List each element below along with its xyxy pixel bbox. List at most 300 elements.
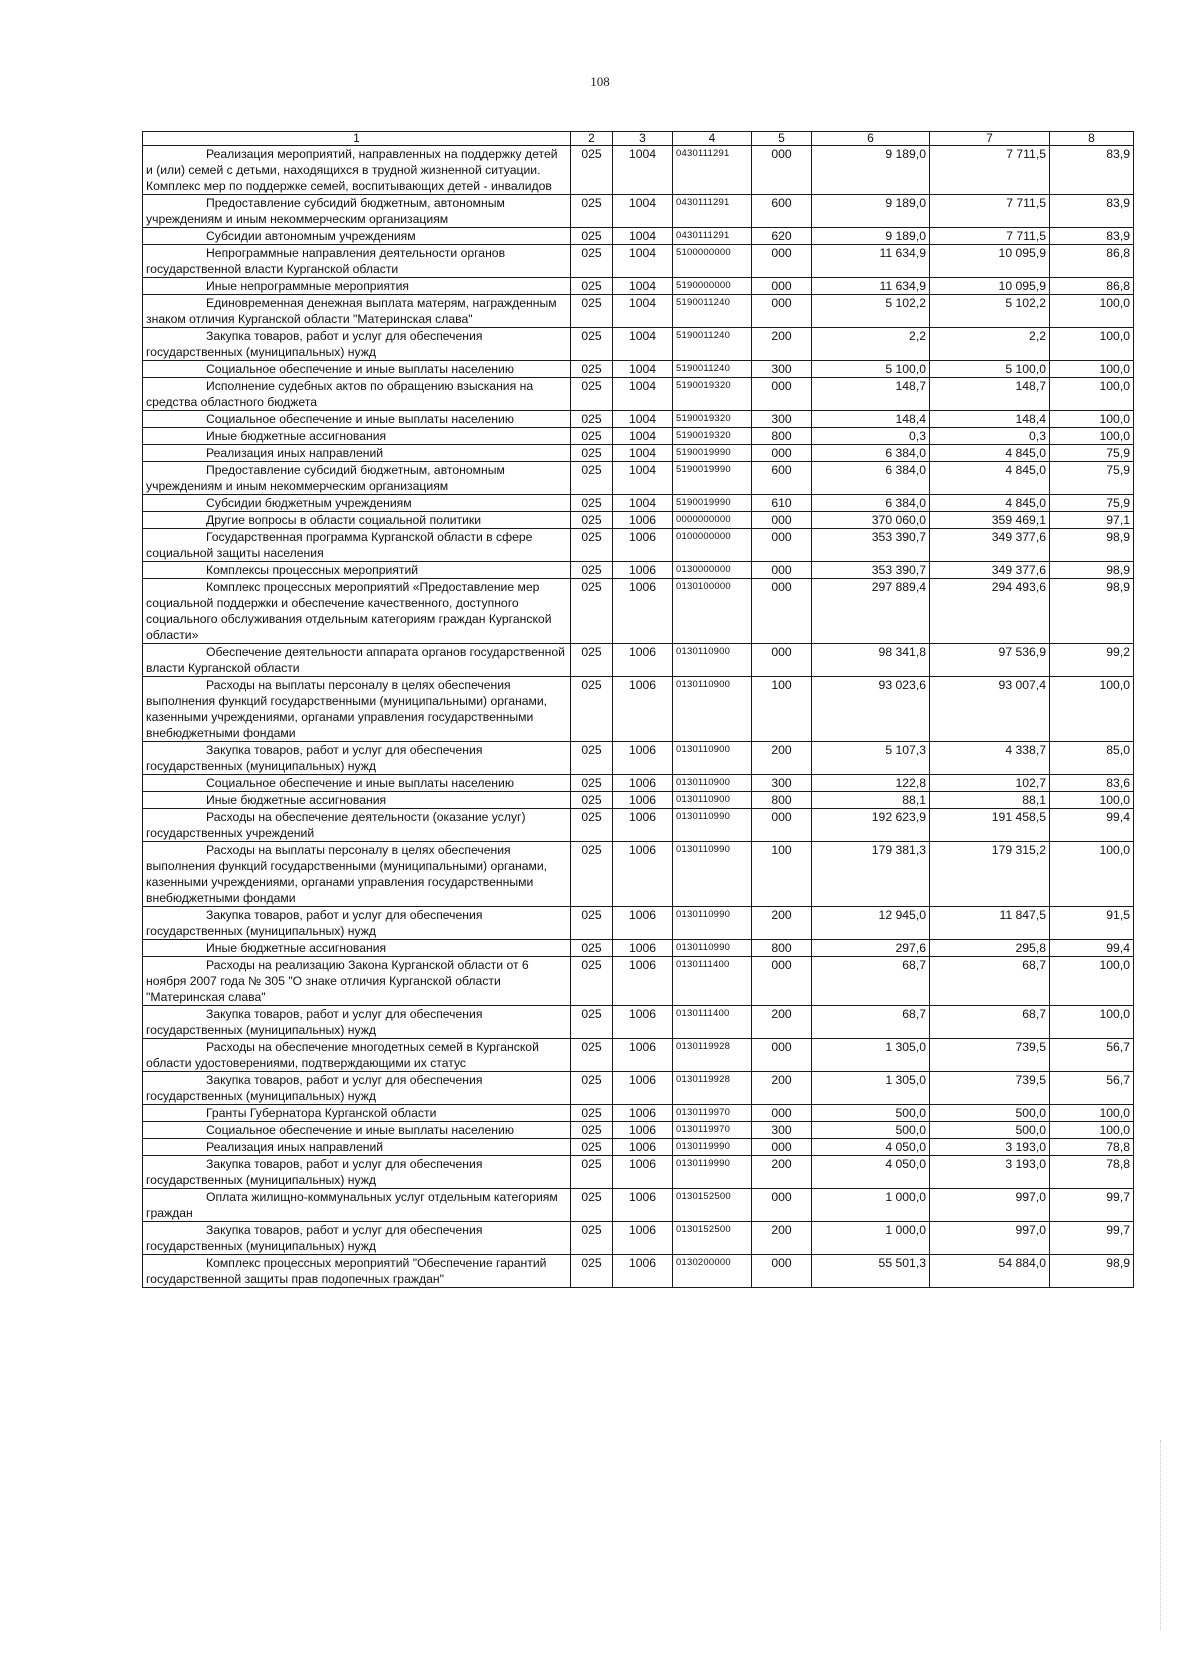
column-header: 3 (613, 132, 673, 146)
target-article-cell: 0130152500 (673, 1222, 752, 1255)
actual-amount-cell: 349 377,6 (930, 529, 1050, 562)
actual-amount-cell: 179 315,2 (930, 842, 1050, 907)
table-row (143, 529, 1134, 562)
expense-type-cell: 000 (752, 1255, 812, 1288)
target-article-cell: 0430111291 (673, 195, 752, 228)
admin-code-cell: 025 (571, 742, 613, 775)
expense-type-cell: 800 (752, 428, 812, 445)
actual-amount-cell: 191 458,5 (930, 809, 1050, 842)
percent-cell: 99,7 (1050, 1189, 1134, 1222)
target-article-cell: 0130119928 (673, 1072, 752, 1105)
row-name-cell: Иные бюджетные ассигнования (143, 428, 571, 445)
admin-code-cell: 025 (571, 411, 613, 428)
percent-cell: 56,7 (1050, 1072, 1134, 1105)
expense-type-cell: 300 (752, 775, 812, 792)
planned-amount-cell: 5 107,3 (812, 742, 930, 775)
planned-amount-cell: 68,7 (812, 1006, 930, 1039)
percent-cell: 98,9 (1050, 562, 1134, 579)
table-row (143, 562, 1134, 579)
table-row (143, 295, 1134, 328)
admin-code-cell: 025 (571, 1039, 613, 1072)
row-name-cell: Комплекс процессных мероприятий "Обеспечение гарантий государственной защиты прав подопечных граждан" (143, 1255, 571, 1288)
target-article-cell: 5190011240 (673, 328, 752, 361)
percent-cell: 86,8 (1050, 278, 1134, 295)
expense-type-cell: 600 (752, 462, 812, 495)
actual-amount-cell: 88,1 (930, 792, 1050, 809)
expense-type-cell: 800 (752, 792, 812, 809)
admin-code-cell: 025 (571, 361, 613, 378)
expense-type-cell: 000 (752, 378, 812, 411)
percent-cell: 98,9 (1050, 579, 1134, 644)
actual-amount-cell: 739,5 (930, 1039, 1050, 1072)
actual-amount-cell: 500,0 (930, 1105, 1050, 1122)
page-number: 108 (590, 74, 610, 89)
expense-type-cell: 200 (752, 1156, 812, 1189)
admin-code-cell: 025 (571, 1072, 613, 1105)
expense-type-cell: 000 (752, 644, 812, 677)
expense-type-cell: 000 (752, 1139, 812, 1156)
table-row (143, 809, 1134, 842)
section-code-cell: 1006 (613, 1122, 673, 1139)
table-row (143, 677, 1134, 742)
row-name-cell: Предоставление субсидий бюджетным, автономным учреждениям и иным некоммерческим организациям (143, 462, 571, 495)
target-article-cell: 5190000000 (673, 278, 752, 295)
row-name-cell: Расходы на обеспечение деятельности (оказание услуг) государственных учреждений (143, 809, 571, 842)
row-name-cell: Социальное обеспечение и иные выплаты населению (143, 1122, 571, 1139)
planned-amount-cell: 370 060,0 (812, 512, 930, 529)
row-name-cell: Закупка товаров, работ и услуг для обеспечения государственных (муниципальных) нужд (143, 907, 571, 940)
admin-code-cell: 025 (571, 1105, 613, 1122)
header-row (143, 132, 1134, 146)
expense-type-cell: 620 (752, 228, 812, 245)
percent-cell: 91,5 (1050, 907, 1134, 940)
admin-code-cell: 025 (571, 792, 613, 809)
row-name-cell: Расходы на выплаты персоналу в целях обеспечения выполнения функций государственными (муниципальными) органами, казенными учреждениями, органами управления государственными внебюджетными фондами (143, 842, 571, 907)
target-article-cell: 0130110990 (673, 842, 752, 907)
section-code-cell: 1006 (613, 1255, 673, 1288)
expense-type-cell: 100 (752, 842, 812, 907)
planned-amount-cell: 4 050,0 (812, 1156, 930, 1189)
table-row (143, 1156, 1134, 1189)
actual-amount-cell: 148,4 (930, 411, 1050, 428)
actual-amount-cell: 294 493,6 (930, 579, 1050, 644)
planned-amount-cell: 122,8 (812, 775, 930, 792)
planned-amount-cell: 1 000,0 (812, 1222, 930, 1255)
table-row (143, 411, 1134, 428)
row-name-cell: Субсидии бюджетным учреждениям (143, 495, 571, 512)
target-article-cell: 0430111291 (673, 228, 752, 245)
admin-code-cell: 025 (571, 907, 613, 940)
planned-amount-cell: 5 102,2 (812, 295, 930, 328)
section-code-cell: 1006 (613, 940, 673, 957)
section-code-cell: 1004 (613, 328, 673, 361)
actual-amount-cell: 10 095,9 (930, 245, 1050, 278)
planned-amount-cell: 6 384,0 (812, 495, 930, 512)
target-article-cell: 0130119970 (673, 1105, 752, 1122)
actual-amount-cell: 4 338,7 (930, 742, 1050, 775)
planned-amount-cell: 148,4 (812, 411, 930, 428)
table-row (143, 1222, 1134, 1255)
target-article-cell: 0130200000 (673, 1255, 752, 1288)
percent-cell: 100,0 (1050, 1105, 1134, 1122)
row-name-cell: Предоставление субсидий бюджетным, автономным учреждениям и иным некоммерческим организациям (143, 195, 571, 228)
percent-cell: 83,9 (1050, 195, 1134, 228)
admin-code-cell: 025 (571, 809, 613, 842)
row-name-cell: Социальное обеспечение и иные выплаты населению (143, 361, 571, 378)
section-code-cell: 1004 (613, 361, 673, 378)
expense-type-cell: 000 (752, 809, 812, 842)
column-header: 5 (752, 132, 812, 146)
target-article-cell: 0130119990 (673, 1156, 752, 1189)
admin-code-cell: 025 (571, 512, 613, 529)
actual-amount-cell: 500,0 (930, 1122, 1050, 1139)
section-code-cell: 1006 (613, 907, 673, 940)
admin-code-cell: 025 (571, 1222, 613, 1255)
table-row (143, 361, 1134, 378)
target-article-cell: 0100000000 (673, 529, 752, 562)
row-name-cell: Оплата жилищно-коммунальных услуг отдельным категориям граждан (143, 1189, 571, 1222)
percent-cell: 100,0 (1050, 411, 1134, 428)
percent-cell: 56,7 (1050, 1039, 1134, 1072)
admin-code-cell: 025 (571, 445, 613, 462)
admin-code-cell: 025 (571, 644, 613, 677)
planned-amount-cell: 192 623,9 (812, 809, 930, 842)
percent-cell: 99,4 (1050, 940, 1134, 957)
target-article-cell: 0130110990 (673, 809, 752, 842)
percent-cell: 85,0 (1050, 742, 1134, 775)
percent-cell: 100,0 (1050, 328, 1134, 361)
actual-amount-cell: 3 193,0 (930, 1139, 1050, 1156)
table-row (143, 1122, 1134, 1139)
section-code-cell: 1006 (613, 1105, 673, 1122)
section-code-cell: 1004 (613, 445, 673, 462)
column-header: 8 (1050, 132, 1134, 146)
planned-amount-cell: 88,1 (812, 792, 930, 809)
row-name-cell: Иные непрограммные мероприятия (143, 278, 571, 295)
row-name-cell: Непрограммные направления деятельности органов государственной власти Курганской области (143, 245, 571, 278)
table-row (143, 940, 1134, 957)
section-code-cell: 1006 (613, 579, 673, 644)
actual-amount-cell: 68,7 (930, 1006, 1050, 1039)
section-code-cell: 1006 (613, 1072, 673, 1105)
actual-amount-cell: 349 377,6 (930, 562, 1050, 579)
table-row (143, 579, 1134, 644)
target-article-cell: 0130110990 (673, 907, 752, 940)
table-row (143, 775, 1134, 792)
section-code-cell: 1006 (613, 842, 673, 907)
planned-amount-cell: 1 305,0 (812, 1039, 930, 1072)
actual-amount-cell: 4 845,0 (930, 495, 1050, 512)
percent-cell: 100,0 (1050, 361, 1134, 378)
percent-cell: 98,9 (1050, 1255, 1134, 1288)
expense-type-cell: 100 (752, 677, 812, 742)
target-article-cell: 0130000000 (673, 562, 752, 579)
section-code-cell: 1006 (613, 1189, 673, 1222)
percent-cell: 75,9 (1050, 462, 1134, 495)
admin-code-cell: 025 (571, 940, 613, 957)
admin-code-cell: 025 (571, 842, 613, 907)
budget-table (142, 131, 1134, 1288)
admin-code-cell: 025 (571, 378, 613, 411)
table-row (143, 495, 1134, 512)
actual-amount-cell: 68,7 (930, 957, 1050, 1006)
table-row (143, 792, 1134, 809)
planned-amount-cell: 9 189,0 (812, 146, 930, 195)
percent-cell: 86,8 (1050, 245, 1134, 278)
planned-amount-cell: 179 381,3 (812, 842, 930, 907)
planned-amount-cell: 297 889,4 (812, 579, 930, 644)
planned-amount-cell: 500,0 (812, 1105, 930, 1122)
row-name-cell: Расходы на выплаты персоналу в целях обеспечения выполнения функций государственными (муниципальными) органами, казенными учреждениями, органами управления государственными внебюджетными фондами (143, 677, 571, 742)
percent-cell: 100,0 (1050, 842, 1134, 907)
percent-cell: 100,0 (1050, 378, 1134, 411)
actual-amount-cell: 10 095,9 (930, 278, 1050, 295)
table-row (143, 1189, 1134, 1222)
admin-code-cell: 025 (571, 328, 613, 361)
planned-amount-cell: 93 023,6 (812, 677, 930, 742)
admin-code-cell: 025 (571, 579, 613, 644)
percent-cell: 83,6 (1050, 775, 1134, 792)
planned-amount-cell: 353 390,7 (812, 529, 930, 562)
planned-amount-cell: 98 341,8 (812, 644, 930, 677)
section-code-cell: 1004 (613, 295, 673, 328)
scan-artifact (1160, 1440, 1163, 1630)
row-name-cell: Обеспечение деятельности аппарата органов государственной власти Курганской области (143, 644, 571, 677)
target-article-cell: 5190019320 (673, 428, 752, 445)
actual-amount-cell: 97 536,9 (930, 644, 1050, 677)
row-name-cell: Закупка товаров, работ и услуг для обеспечения государственных (муниципальных) нужд (143, 1072, 571, 1105)
section-code-cell: 1006 (613, 792, 673, 809)
expense-type-cell: 000 (752, 529, 812, 562)
section-code-cell: 1006 (613, 1222, 673, 1255)
target-article-cell: 5190019320 (673, 411, 752, 428)
row-name-cell: Расходы на реализацию Закона Курганской области от 6 ноября 2007 года № 305 "О знаке отличия Курганской области "Материнская слава" (143, 957, 571, 1006)
target-article-cell: 0130110900 (673, 742, 752, 775)
actual-amount-cell: 997,0 (930, 1222, 1050, 1255)
planned-amount-cell: 11 634,9 (812, 278, 930, 295)
expense-type-cell: 610 (752, 495, 812, 512)
percent-cell: 100,0 (1050, 957, 1134, 1006)
planned-amount-cell: 11 634,9 (812, 245, 930, 278)
row-name-cell: Закупка товаров, работ и услуг для обеспечения государственных (муниципальных) нужд (143, 742, 571, 775)
row-name-cell: Иные бюджетные ассигнования (143, 792, 571, 809)
section-code-cell: 1004 (613, 378, 673, 411)
target-article-cell: 0130110900 (673, 677, 752, 742)
actual-amount-cell: 93 007,4 (930, 677, 1050, 742)
target-article-cell: 0000000000 (673, 512, 752, 529)
row-name-cell: Комплекс процессных мероприятий «Предоставление мер социальной поддержки и обеспечение качественного, доступного социального обслуживания отдельным категориям граждан Курганской области» (143, 579, 571, 644)
section-code-cell: 1006 (613, 775, 673, 792)
actual-amount-cell: 7 711,5 (930, 228, 1050, 245)
actual-amount-cell: 5 102,2 (930, 295, 1050, 328)
section-code-cell: 1006 (613, 1039, 673, 1072)
admin-code-cell: 025 (571, 957, 613, 1006)
expense-type-cell: 000 (752, 1189, 812, 1222)
planned-amount-cell: 2,2 (812, 328, 930, 361)
target-article-cell: 0130111400 (673, 957, 752, 1006)
planned-amount-cell: 68,7 (812, 957, 930, 1006)
section-code-cell: 1004 (613, 245, 673, 278)
column-header: 6 (812, 132, 930, 146)
section-code-cell: 1006 (613, 809, 673, 842)
expense-type-cell: 300 (752, 411, 812, 428)
target-article-cell: 0130100000 (673, 579, 752, 644)
section-code-cell: 1004 (613, 428, 673, 445)
row-name-cell: Расходы на обеспечение многодетных семей в Курганской области удостоверениями, подтверждающими их статус (143, 1039, 571, 1072)
table-row (143, 1105, 1134, 1122)
target-article-cell: 0130110900 (673, 775, 752, 792)
percent-cell: 83,9 (1050, 228, 1134, 245)
target-article-cell: 5190019990 (673, 495, 752, 512)
expense-type-cell: 200 (752, 907, 812, 940)
planned-amount-cell: 0,3 (812, 428, 930, 445)
expense-type-cell: 300 (752, 361, 812, 378)
admin-code-cell: 025 (571, 1006, 613, 1039)
actual-amount-cell: 7 711,5 (930, 195, 1050, 228)
actual-amount-cell: 54 884,0 (930, 1255, 1050, 1288)
percent-cell: 100,0 (1050, 792, 1134, 809)
section-code-cell: 1006 (613, 1156, 673, 1189)
actual-amount-cell: 359 469,1 (930, 512, 1050, 529)
percent-cell: 75,9 (1050, 495, 1134, 512)
percent-cell: 100,0 (1050, 1122, 1134, 1139)
admin-code-cell: 025 (571, 1156, 613, 1189)
target-article-cell: 0130111400 (673, 1006, 752, 1039)
planned-amount-cell: 148,7 (812, 378, 930, 411)
section-code-cell: 1004 (613, 228, 673, 245)
section-code-cell: 1004 (613, 195, 673, 228)
percent-cell: 78,8 (1050, 1156, 1134, 1189)
column-header: 2 (571, 132, 613, 146)
section-code-cell: 1006 (613, 742, 673, 775)
table-row (143, 842, 1134, 907)
admin-code-cell: 025 (571, 677, 613, 742)
percent-cell: 100,0 (1050, 1006, 1134, 1039)
row-name-cell: Субсидии автономным учреждениям (143, 228, 571, 245)
table-row (143, 1039, 1134, 1072)
expense-type-cell: 000 (752, 579, 812, 644)
actual-amount-cell: 997,0 (930, 1189, 1050, 1222)
table-row (143, 512, 1134, 529)
percent-cell: 100,0 (1050, 428, 1134, 445)
planned-amount-cell: 1 000,0 (812, 1189, 930, 1222)
percent-cell: 98,9 (1050, 529, 1134, 562)
row-name-cell: Реализация иных направлений (143, 1139, 571, 1156)
planned-amount-cell: 12 945,0 (812, 907, 930, 940)
expense-type-cell: 800 (752, 940, 812, 957)
section-code-cell: 1006 (613, 957, 673, 1006)
section-code-cell: 1006 (613, 644, 673, 677)
admin-code-cell: 025 (571, 1255, 613, 1288)
admin-code-cell: 025 (571, 1139, 613, 1156)
actual-amount-cell: 4 845,0 (930, 462, 1050, 495)
expense-type-cell: 000 (752, 512, 812, 529)
row-name-cell: Единовременная денежная выплата матерям, награжденным знаком отличия Курганской области "Материнская слава" (143, 295, 571, 328)
admin-code-cell: 025 (571, 529, 613, 562)
row-name-cell: Социальное обеспечение и иные выплаты населению (143, 775, 571, 792)
target-article-cell: 5190019990 (673, 445, 752, 462)
section-code-cell: 1004 (613, 146, 673, 195)
row-name-cell: Закупка товаров, работ и услуг для обеспечения государственных (муниципальных) нужд (143, 1222, 571, 1255)
actual-amount-cell: 148,7 (930, 378, 1050, 411)
section-code-cell: 1004 (613, 278, 673, 295)
target-article-cell: 0130110900 (673, 792, 752, 809)
column-header: 7 (930, 132, 1050, 146)
expense-type-cell: 000 (752, 278, 812, 295)
expense-type-cell: 300 (752, 1122, 812, 1139)
actual-amount-cell: 102,7 (930, 775, 1050, 792)
section-code-cell: 1006 (613, 1139, 673, 1156)
percent-cell: 99,2 (1050, 644, 1134, 677)
row-name-cell: Закупка товаров, работ и услуг для обеспечения государственных (муниципальных) нужд (143, 328, 571, 361)
percent-cell: 75,9 (1050, 445, 1134, 462)
expense-type-cell: 200 (752, 1222, 812, 1255)
planned-amount-cell: 353 390,7 (812, 562, 930, 579)
planned-amount-cell: 1 305,0 (812, 1072, 930, 1105)
row-name-cell: Государственная программа Курганской области в сфере социальной защиты населения (143, 529, 571, 562)
table-row (143, 428, 1134, 445)
table-row (143, 957, 1134, 1006)
row-name-cell: Закупка товаров, работ и услуг для обеспечения государственных (муниципальных) нужд (143, 1156, 571, 1189)
target-article-cell: 0130110990 (673, 940, 752, 957)
target-article-cell: 0130119928 (673, 1039, 752, 1072)
admin-code-cell: 025 (571, 146, 613, 195)
section-code-cell: 1006 (613, 529, 673, 562)
actual-amount-cell: 4 845,0 (930, 445, 1050, 462)
table-row (143, 462, 1134, 495)
row-name-cell: Реализация иных направлений (143, 445, 571, 462)
table-row (143, 378, 1134, 411)
table-row (143, 445, 1134, 462)
percent-cell: 78,8 (1050, 1139, 1134, 1156)
planned-amount-cell: 9 189,0 (812, 195, 930, 228)
actual-amount-cell: 295,8 (930, 940, 1050, 957)
expense-type-cell: 000 (752, 146, 812, 195)
admin-code-cell: 025 (571, 1122, 613, 1139)
table-row (143, 1072, 1134, 1105)
percent-cell: 99,4 (1050, 809, 1134, 842)
section-code-cell: 1006 (613, 512, 673, 529)
row-name-cell: Социальное обеспечение и иные выплаты населению (143, 411, 571, 428)
row-name-cell: Гранты Губернатора Курганской области (143, 1105, 571, 1122)
planned-amount-cell: 297,6 (812, 940, 930, 957)
admin-code-cell: 025 (571, 462, 613, 495)
percent-cell: 100,0 (1050, 677, 1134, 742)
table-row (143, 328, 1134, 361)
target-article-cell: 5190011240 (673, 361, 752, 378)
row-name-cell: Другие вопросы в области социальной политики (143, 512, 571, 529)
actual-amount-cell: 5 100,0 (930, 361, 1050, 378)
planned-amount-cell: 500,0 (812, 1122, 930, 1139)
planned-amount-cell: 5 100,0 (812, 361, 930, 378)
actual-amount-cell: 7 711,5 (930, 146, 1050, 195)
target-article-cell: 5190011240 (673, 295, 752, 328)
column-header: 4 (673, 132, 752, 146)
table-row (143, 278, 1134, 295)
actual-amount-cell: 739,5 (930, 1072, 1050, 1105)
table-row (143, 228, 1134, 245)
table-row (143, 1139, 1134, 1156)
section-code-cell: 1006 (613, 1006, 673, 1039)
expense-type-cell: 000 (752, 1039, 812, 1072)
target-article-cell: 0130119970 (673, 1122, 752, 1139)
actual-amount-cell: 0,3 (930, 428, 1050, 445)
section-code-cell: 1006 (613, 562, 673, 579)
row-name-cell: Иные бюджетные ассигнования (143, 940, 571, 957)
admin-code-cell: 025 (571, 295, 613, 328)
target-article-cell: 5190019320 (673, 378, 752, 411)
admin-code-cell: 025 (571, 278, 613, 295)
